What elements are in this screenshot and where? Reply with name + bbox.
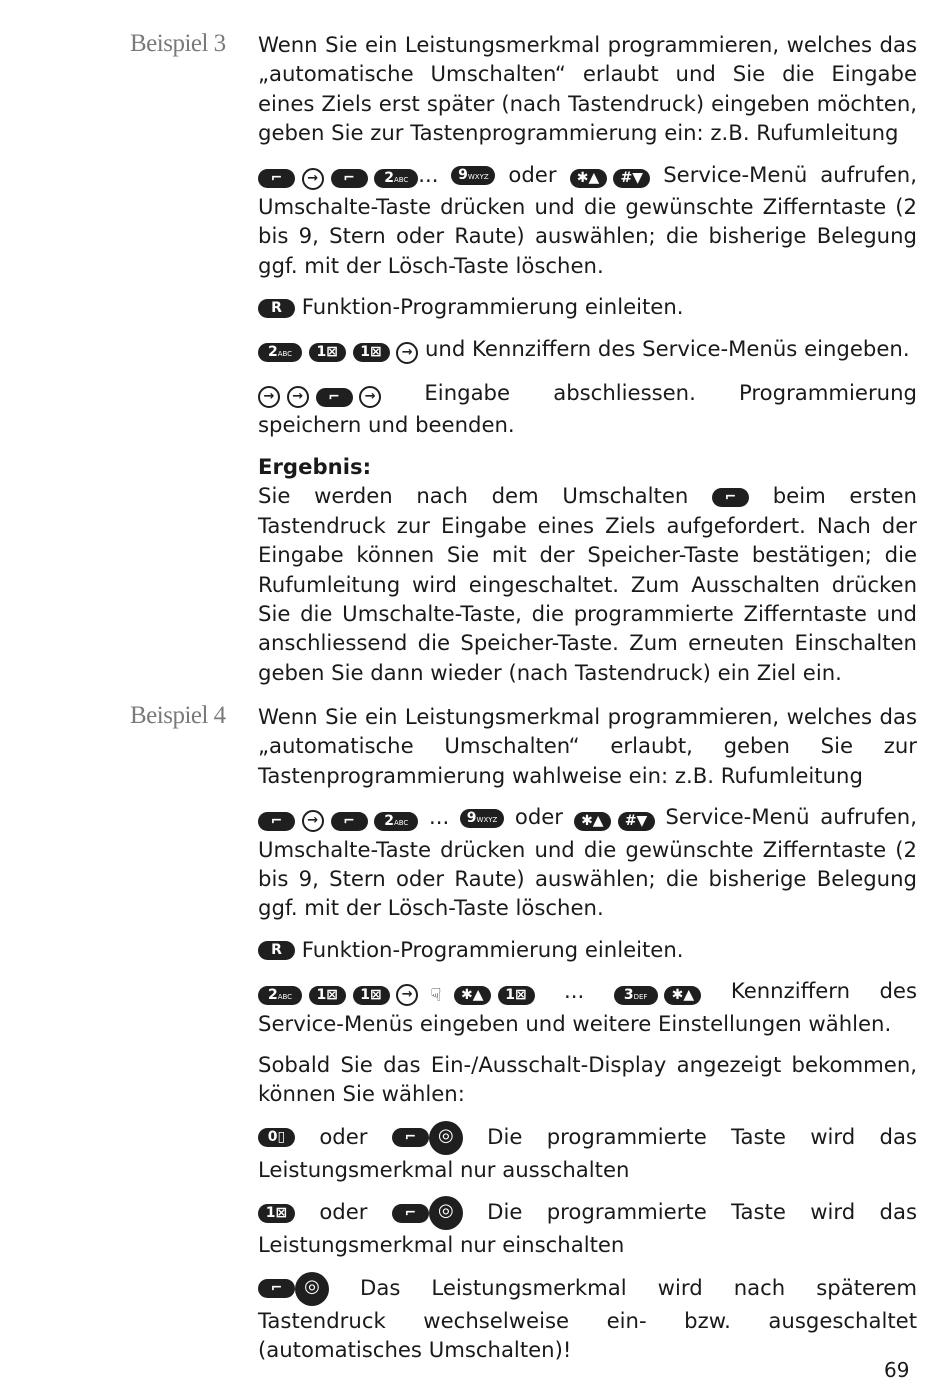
arrow-key-icon: → bbox=[302, 168, 324, 190]
shift-key-icon: ⌐ bbox=[258, 1279, 295, 1298]
ok-key-icon: ◎ bbox=[429, 1196, 463, 1230]
key-letters: ABC bbox=[393, 176, 409, 185]
example-3-step-3 bbox=[258, 334, 917, 366]
r-key-icon: R bbox=[258, 299, 295, 318]
digit-9-key-icon bbox=[460, 809, 504, 828]
r-key-icon: R bbox=[258, 941, 295, 960]
shift-key-icon: ⌐ bbox=[712, 488, 749, 507]
star-key-icon: ✱▲ bbox=[454, 986, 491, 1005]
key-letters: ABC bbox=[393, 818, 409, 827]
example-4-step-1 bbox=[258, 802, 917, 923]
option-text: Das Leistungsmerkmal wird nach späterem Tastendruck wechselweise ein- bzw. ausgeschaltet (automatisches Umschalten)! bbox=[258, 1274, 917, 1363]
key-digit: 9 bbox=[458, 167, 468, 184]
ellipsis: ... bbox=[418, 161, 439, 187]
key-digit: 2 bbox=[267, 344, 278, 361]
key-sequence bbox=[258, 337, 418, 366]
ok-key-icon: ◎ bbox=[295, 1272, 329, 1306]
example-4-step-2 bbox=[258, 935, 917, 964]
key-sequence bbox=[614, 979, 702, 1008]
step-text: Service-Menü aufrufen, Umschalte-Taste drücken und die gewünschte Zifferntaste (2 bis 9, Stern oder Raute) auswählen; die bisherige Belegung ggf. mit der Lösch-Taste löschen. bbox=[258, 804, 917, 921]
example-3-step-1 bbox=[258, 160, 917, 281]
arrow-key-icon: → bbox=[287, 386, 309, 408]
shift-key-icon: ⌐ bbox=[331, 812, 368, 831]
key-sequence bbox=[258, 979, 535, 1008]
key-letters: DEF bbox=[633, 992, 648, 1001]
star-key-icon: ✱▲ bbox=[570, 169, 607, 188]
ellipsis: ... bbox=[563, 978, 585, 1004]
key-letters: ABC bbox=[277, 350, 293, 359]
key-letters: ABC bbox=[277, 992, 293, 1001]
arrow-key-icon: → bbox=[396, 984, 418, 1006]
shift-key-icon: ⌐ bbox=[392, 1128, 429, 1147]
example-4-step-3 bbox=[258, 976, 917, 1038]
option-text: Die programmierte Taste wird das Leistungsmerkmal nur ausschalten bbox=[258, 1123, 917, 1182]
example-3-label: Beispiel 3 bbox=[130, 30, 226, 57]
key-sequence bbox=[258, 381, 381, 410]
key-sequence bbox=[574, 805, 655, 834]
step-text: Kennziffern des Service-Menüs eingeben und weitere Einstellungen wählen. bbox=[258, 978, 917, 1036]
example-3-result bbox=[258, 452, 917, 687]
option-text: Die programmierte Taste wird das Leistungsmerkmal nur einschalten bbox=[258, 1199, 917, 1258]
result-text-b: beim ersten Tastendruck zur Eingabe eines Ziels aufgefordert. Nach der Eingabe können Sie mit der Speicher-Taste bestätigen; die Rufumleitung wird eingeschaltet. Zum Ausschalten drücken Sie die Umschalte-Taste, die programmierte Zifferntaste und anschliessend die Speicher-Taste. Zum erneuten Einschalten geben Sie dann wieder (nach Tastendruck) ein Ziel ein. bbox=[258, 483, 917, 685]
arrow-key-icon: → bbox=[258, 386, 280, 408]
example-4-option-1 bbox=[258, 1121, 917, 1184]
star-key-icon: ✱▲ bbox=[664, 986, 701, 1005]
example-4-intro: Wenn Sie ein Leistungsmerkmal programmieren, welches das „automatische Umschalten“ erlaubt, geben Sie zur Tastenprogrammierung wahlweise ein: z.B. Rufumleitung bbox=[258, 704, 917, 788]
result-heading: Ergebnis: bbox=[258, 453, 372, 479]
example-4-label: Beispiel 4 bbox=[130, 702, 226, 729]
digit-2-key-icon bbox=[258, 343, 302, 362]
or-word: oder bbox=[319, 1199, 368, 1225]
step-text: Service-Menü aufrufen, Umschalte-Taste drücken und die gewünschte Zifferntaste (2 bis 9, Stern oder Raute) auswählen; die bisherige Belegung ggf. mit der Lösch-Taste löschen. bbox=[258, 161, 917, 278]
arrow-key-icon: → bbox=[359, 386, 381, 408]
shift-key-icon: ⌐ bbox=[331, 169, 368, 188]
example-3-intro: Wenn Sie ein Leistungsmerkmal programmieren, welches das „automatische Umschalten“ erlaubt und Sie die Eingabe eines Ziels erst später (nach Tastendruck) eingeben möchten, geben Sie zur Tastenprogrammierung ein: z.B. Rufumleitung bbox=[258, 32, 917, 146]
page-number: 69 bbox=[884, 1358, 910, 1382]
digit-3-key-icon bbox=[614, 986, 658, 1005]
or-word: oder bbox=[319, 1123, 368, 1149]
key-letters: WXYZ bbox=[476, 815, 498, 824]
keypad-icon: ☟ bbox=[430, 984, 442, 1006]
key-digit: 2 bbox=[384, 812, 394, 829]
digit-2-key-icon bbox=[374, 169, 418, 188]
example-4-option-3 bbox=[258, 1272, 917, 1365]
ok-key-icon: ◎ bbox=[429, 1121, 463, 1155]
digit-9-key-icon bbox=[451, 166, 495, 185]
digit-1-key-icon: 1⊠ bbox=[498, 986, 535, 1005]
hash-key-icon: #▼ bbox=[613, 169, 650, 188]
example-4-display-note: Sobald Sie das Ein-/Ausschalt-Display angezeigt bekommen, können Sie wählen: bbox=[258, 1052, 917, 1107]
step-text: Eingabe abschliessen. Programmierung speichern und beenden. bbox=[258, 380, 917, 438]
key-letters: WXYZ bbox=[467, 173, 489, 182]
digit-2-key-icon bbox=[374, 812, 418, 831]
digit-2-key-icon bbox=[258, 986, 302, 1005]
arrow-key-icon: → bbox=[396, 342, 418, 364]
shift-key-icon: ⌐ bbox=[392, 1204, 429, 1223]
key-digit: 2 bbox=[267, 986, 278, 1003]
ellipsis: ... bbox=[429, 804, 450, 830]
example-3-step-2 bbox=[258, 292, 917, 321]
key-digit: 3 bbox=[623, 986, 634, 1003]
key-sequence bbox=[258, 805, 418, 834]
shift-key-icon: ⌐ bbox=[316, 388, 353, 407]
digit-1-key-icon: 1⊠ bbox=[258, 1204, 295, 1223]
or-word: oder bbox=[508, 161, 557, 187]
digit-1-key-icon: 1⊠ bbox=[309, 986, 346, 1005]
hash-key-icon: #▼ bbox=[618, 812, 655, 831]
example-4-section bbox=[258, 702, 917, 1377]
digit-1-key-icon: 1⊠ bbox=[309, 343, 346, 362]
digit-1-key-icon: 1⊠ bbox=[353, 986, 390, 1005]
shift-key-icon: ⌐ bbox=[258, 169, 295, 188]
step-text: Funktion-Programmierung einleiten. bbox=[301, 936, 684, 962]
step-text: Funktion-Programmierung einleiten. bbox=[301, 294, 684, 320]
key-digit: 9 bbox=[466, 809, 477, 826]
key-digit: 2 bbox=[384, 170, 394, 187]
key-sequence bbox=[258, 163, 418, 192]
star-key-icon: ✱▲ bbox=[574, 812, 611, 831]
example-3-section bbox=[258, 30, 917, 699]
example-3-step-4 bbox=[258, 378, 917, 440]
arrow-key-icon: → bbox=[302, 810, 324, 832]
result-text-a: Sie werden nach dem Umschalten bbox=[258, 483, 689, 509]
digit-0-key-icon: 0▯ bbox=[258, 1128, 295, 1147]
shift-key-icon: ⌐ bbox=[258, 812, 295, 831]
step-text: und Kennziffern des Service-Menüs eingeben. bbox=[425, 335, 910, 361]
or-word: oder bbox=[514, 804, 564, 830]
key-sequence bbox=[570, 163, 651, 192]
digit-1-key-icon: 1⊠ bbox=[353, 343, 390, 362]
example-4-option-2 bbox=[258, 1196, 917, 1259]
